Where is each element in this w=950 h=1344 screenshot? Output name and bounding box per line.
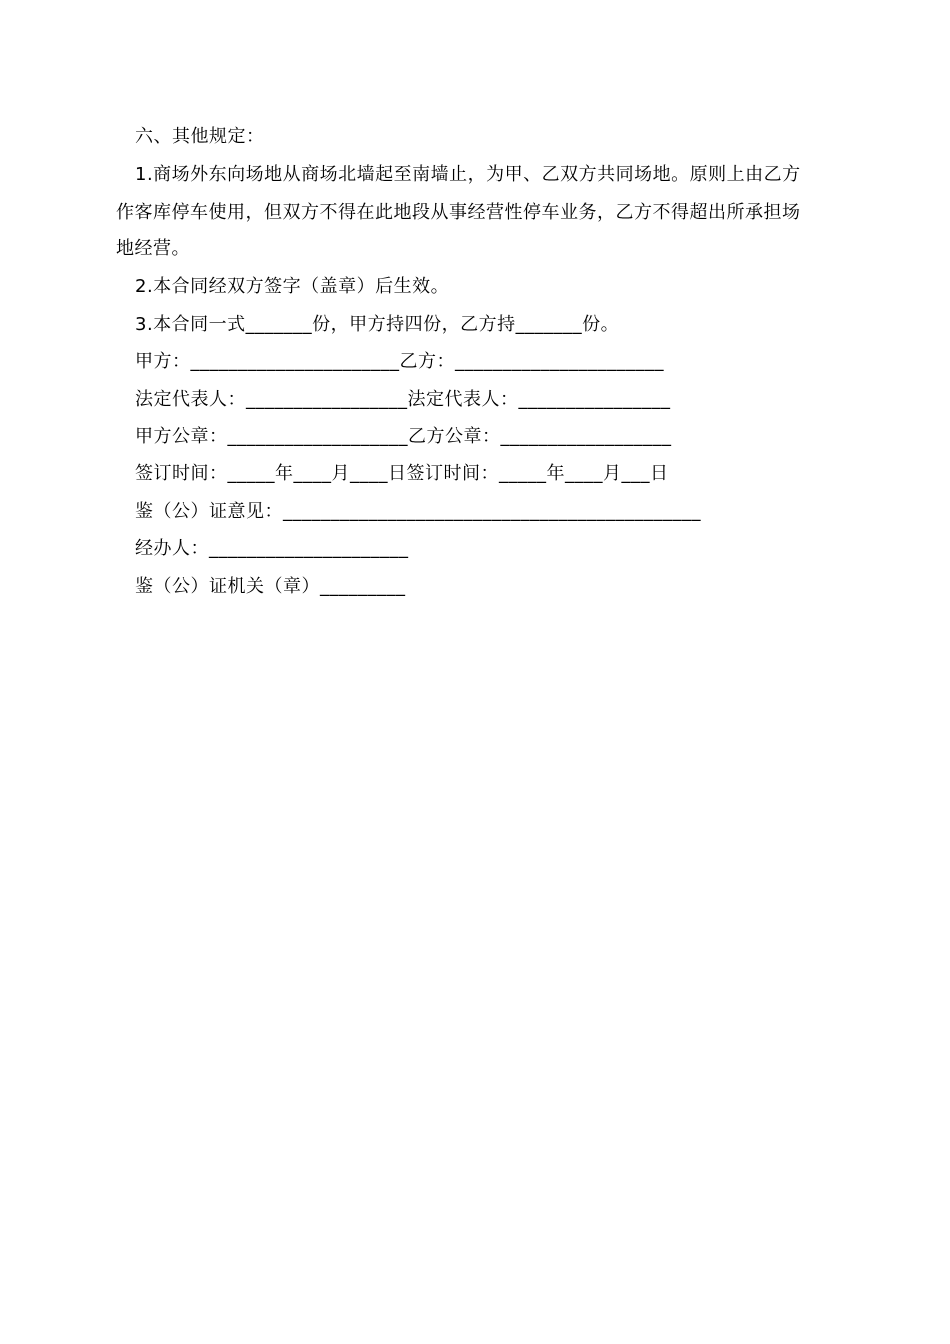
clause-1-line-3: 地经营。 bbox=[116, 238, 190, 259]
legal-representative-line: 法定代表人：_________________法定代表人：________________ bbox=[135, 389, 671, 410]
official-seal-line: 甲方公章：___________________乙方公章：__________________ bbox=[135, 426, 672, 447]
clause-3: 3.本合同一式_______份，甲方持四份，乙方持_______份。 bbox=[135, 314, 620, 335]
signing-date-line: 签订时间：_____年____月____日签订时间：_____年____月___日 bbox=[135, 463, 669, 484]
clause-1-line-1: 1.商场外东向场地从商场北墙起至南墙止，为甲、乙双方共同场地。原则上由乙方 bbox=[135, 164, 801, 185]
notary-opinion-line: 鉴（公）证意见：____________________________________________ bbox=[135, 501, 701, 522]
notary-seal-line: 鉴（公）证机关（章）_________ bbox=[135, 576, 406, 597]
handler-line: 经办人：_____________________ bbox=[135, 538, 409, 559]
party-names-line: 甲方：______________________乙方：______________________ bbox=[135, 351, 664, 372]
section-heading: 六、其他规定： bbox=[135, 126, 265, 147]
clause-2: 2.本合同经双方签字（盖章）后生效。 bbox=[135, 276, 450, 297]
clause-1-line-2: 作客库停车使用，但双方不得在此地段从事经营性停车业务，乙方不得超出所承担场 bbox=[116, 202, 801, 223]
